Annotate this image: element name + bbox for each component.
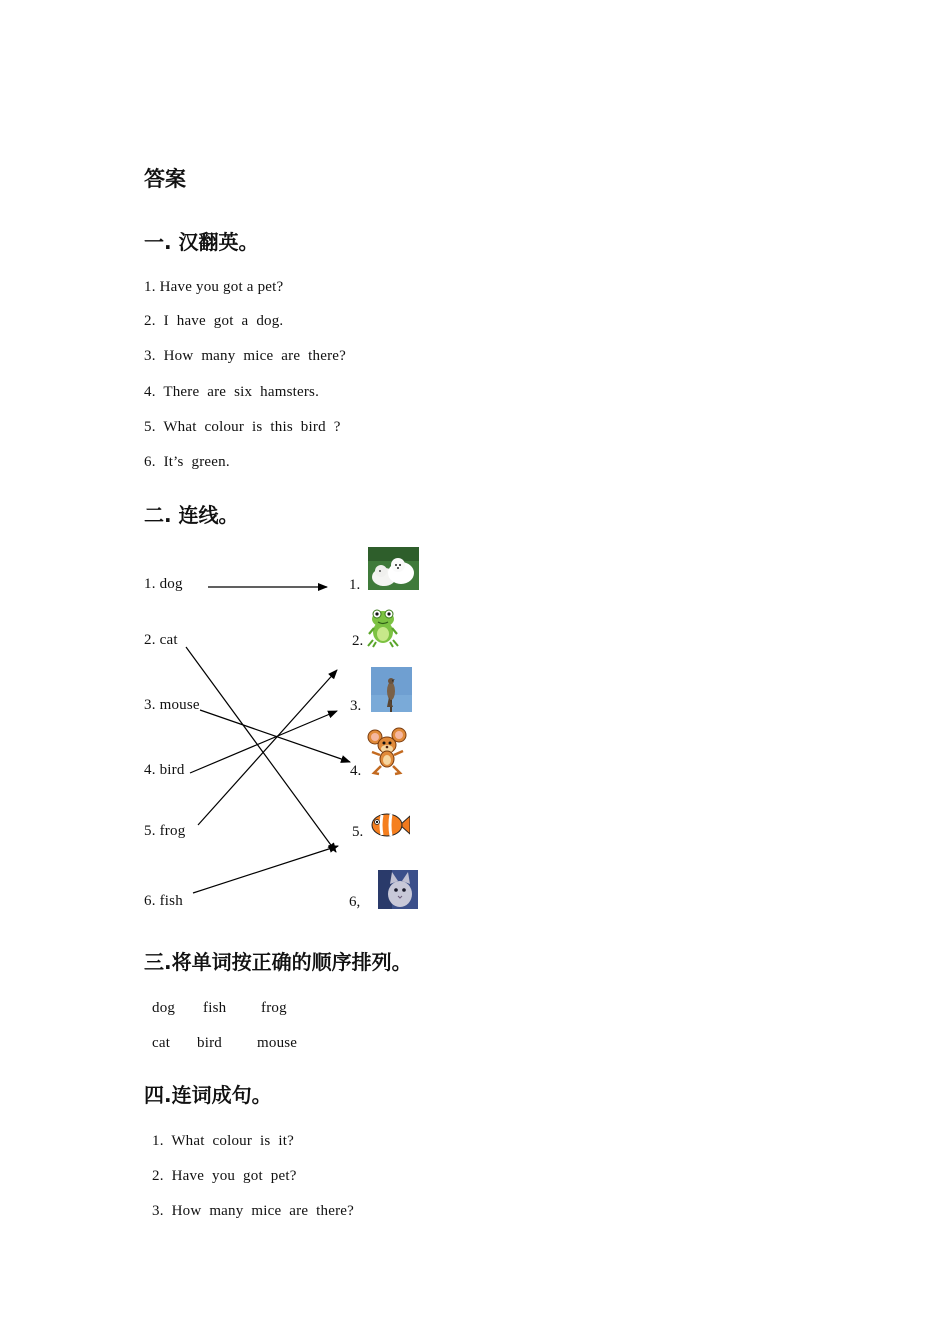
section4-item-3: 3. How many mice are there? [152,1203,354,1219]
match-word-fish: 6. fish [144,893,183,909]
section1-item-5: 5. What colour is this bird ? [144,419,341,435]
order-word-dog: dog [152,1000,176,1016]
order-word-fish: fish [203,1000,227,1016]
order-word-bird: bird [197,1035,222,1051]
section1-item-2: 2. I have got a dog. [144,313,284,329]
section1-heading: 一. 汉翻英。 [144,230,259,254]
section1-item-1: 1. Have you got a pet? [144,279,284,295]
match-word-cat: 2. cat [144,632,178,648]
match-word-dog: 1. dog [144,576,183,592]
match-pic-number-6: 6, [349,894,361,910]
section1-item-3: 3. How many mice are there? [144,348,346,364]
match-line-fish [193,846,338,893]
section4-heading: 四.连词成句。 [144,1083,272,1107]
match-pic-number-4: 4. [350,763,362,779]
order-word-mouse: mouse [257,1035,298,1051]
match-pic-number-3: 3. [350,698,362,714]
match-line-mouse [200,710,350,762]
section1-item-4: 4. There are six hamsters. [144,384,320,400]
match-line-bird [190,711,337,773]
page-title: 答案 [144,167,186,191]
section2-heading: 二. 连线。 [144,503,239,527]
match-line-frog [198,670,337,825]
section3-heading: 三.将单词按正确的顺序排列。 [144,950,412,974]
match-word-bird: 4. bird [144,762,185,778]
section4-item-1: 1. What colour is it? [152,1133,294,1149]
order-word-frog: frog [261,1000,287,1016]
match-pic-number-2: 2. [352,633,364,649]
section4-item-2: 2. Have you got pet? [152,1168,297,1184]
match-word-frog: 5. frog [144,823,186,839]
match-word-mouse: 3. mouse [144,697,200,713]
order-word-cat: cat [152,1035,171,1051]
match-pic-number-1: 1. [349,577,361,593]
section1-item-6: 6. It’s green. [144,454,230,470]
match-pic-number-5: 5. [352,824,364,840]
